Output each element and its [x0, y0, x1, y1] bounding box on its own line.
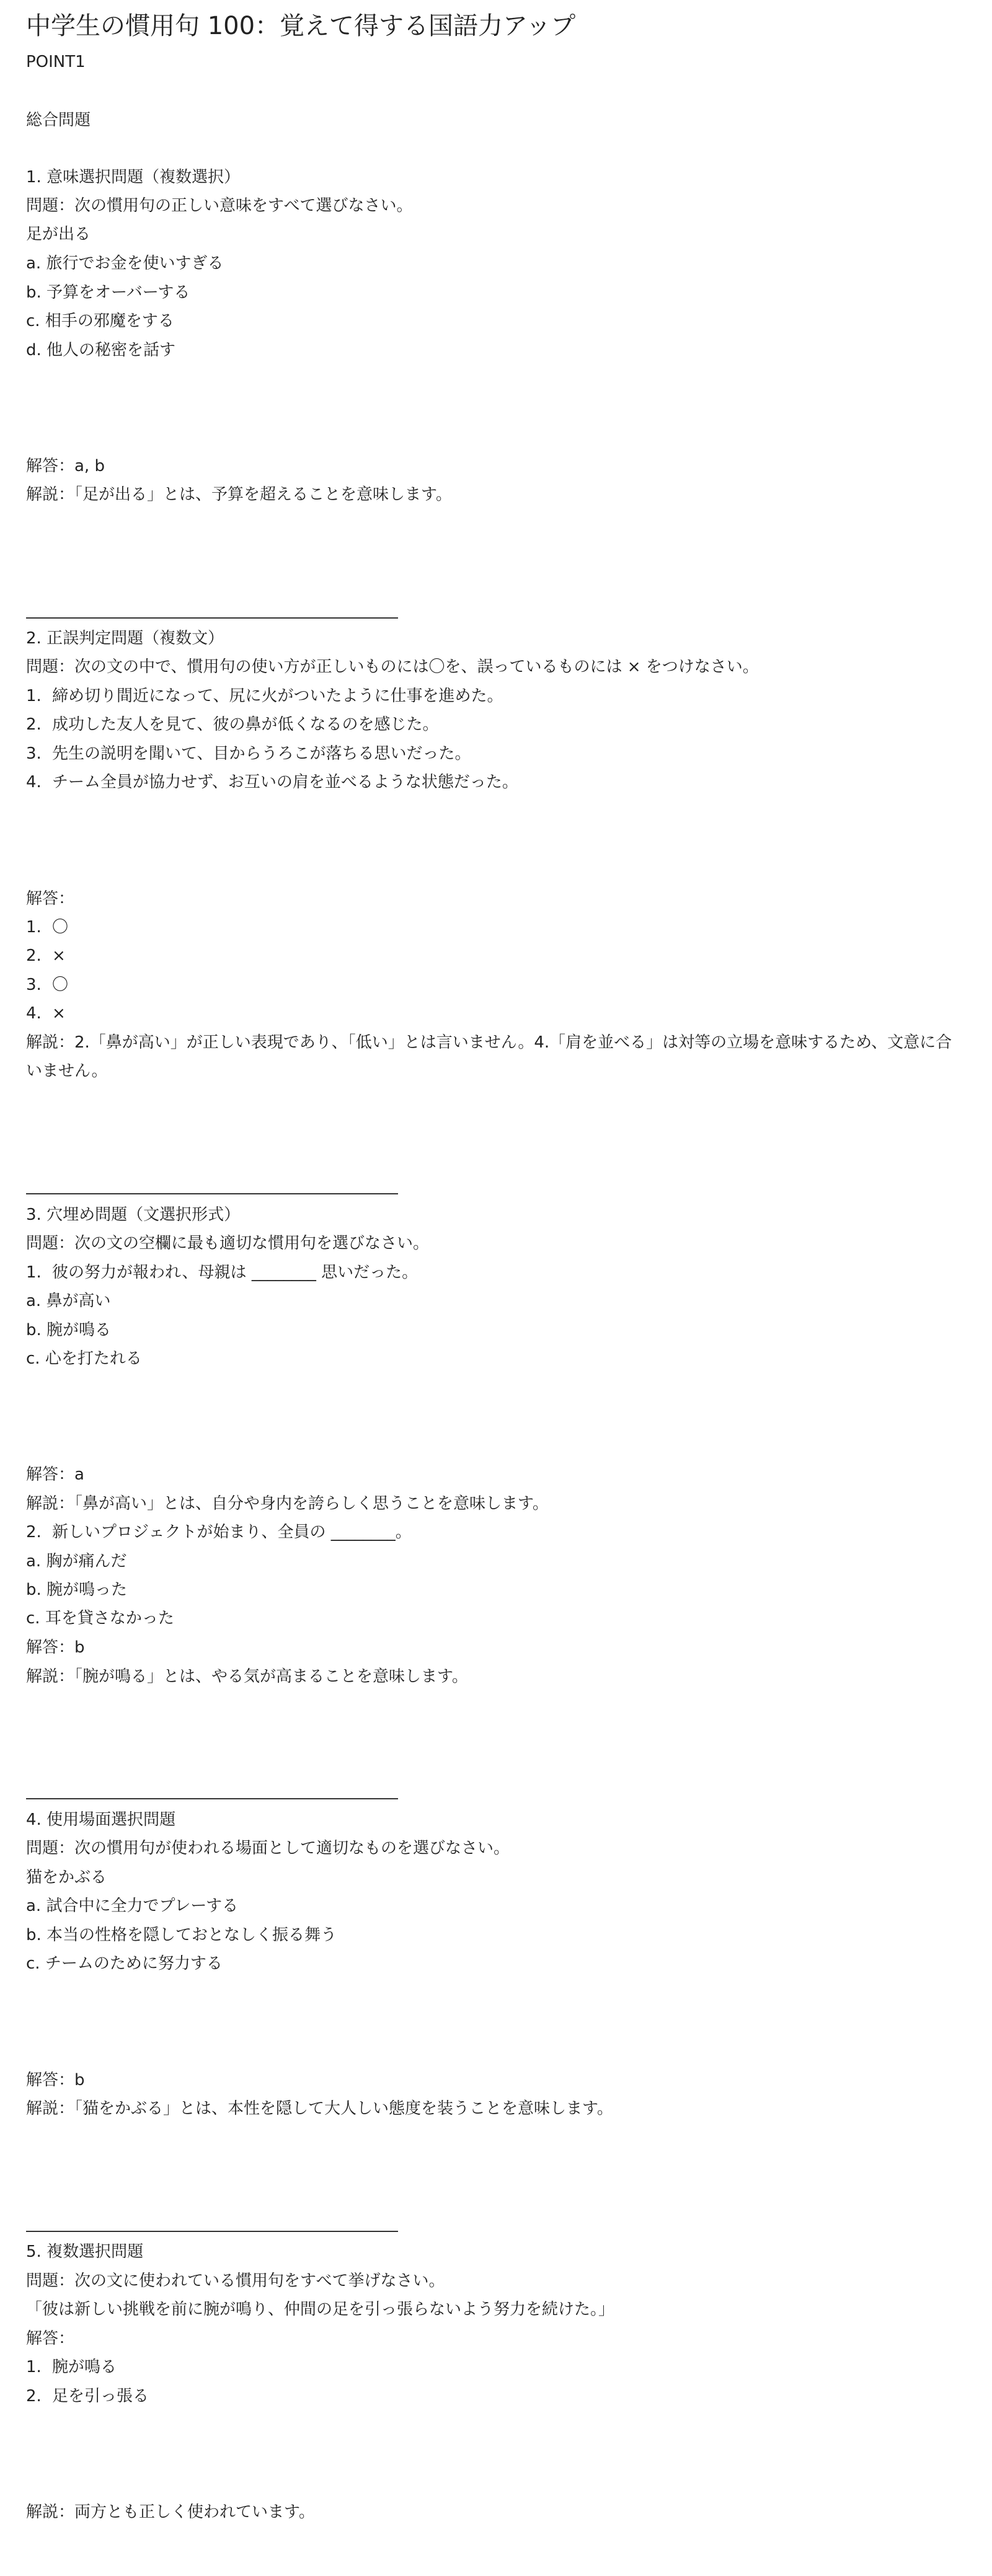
section-heading: 総合問題: [26, 111, 91, 130]
q4-option-b: b. 本当の性格を隠しておとなしく振る舞う: [26, 1926, 337, 1944]
q2-item-text: 先生の説明を聞いて、目からうろこが落ちる思いだった。: [52, 744, 471, 763]
q2-item-text: チーム全員が協力せず、お互いの肩を並べるような状態だった。: [52, 773, 518, 792]
q2-answer-number: 3.: [26, 976, 42, 994]
q2-item: [26, 743, 471, 765]
q5-sentence: 「彼は新しい挑戦を前に腕が鳴り、仲間の足を引っ張らないよう努力を続けた。」: [26, 2300, 615, 2319]
q1-option-a: a. 旅行でお金を使いすぎる: [26, 254, 224, 273]
q1-heading: 1. 意味選択問題（複数選択）: [26, 168, 241, 187]
q2-item-text: 成功した友人を見て、彼の鼻が低くなるのを感じた。: [52, 715, 439, 734]
divider-1: [26, 617, 398, 619]
q3-sub1-option-c: c. 心を打たれる: [26, 1349, 142, 1368]
q4-answer: 解答：b: [26, 2071, 85, 2089]
q3-sub2-option-a: a. 胸が痛んだ: [26, 1552, 127, 1571]
q2-answer-number: 2.: [26, 946, 42, 965]
q3-sub2-text: 新しいプロジェクトが始まり、全員の ________。: [52, 1523, 412, 1542]
q5-heading: 5. 複数選択問題: [26, 2243, 144, 2261]
q3-sub1-sentence: [26, 1261, 418, 1284]
q2-answer-mark: ×: [52, 1004, 66, 1023]
q3-sub2-option-c: c. 耳を貸さなかった: [26, 1609, 174, 1628]
q2-answer-mark: 〇: [52, 918, 69, 937]
q3-sub1-explanation: 解説：「鼻が高い」とは、自分や身内を誇らしく思うことを意味します。: [26, 1494, 549, 1513]
q5-answer-item: [26, 2385, 149, 2407]
q5-answer-number: 2.: [26, 2387, 42, 2406]
q2-explanation: 解説：2.「鼻が高い」が正しい表現であり、「低い」とは言いません。4.「肩を並べる」は対等の立場を意味するため、文意に合いません。: [26, 1033, 952, 1080]
q2-item: [26, 685, 503, 707]
page-title: 中学生の慣用句 100：覚えて得する国語力アップ: [26, 12, 576, 40]
q2-answer-label: 解答：: [26, 889, 75, 908]
q5-explanation: 解説：両方とも正しく使われています。: [26, 2503, 315, 2521]
q4-heading: 4. 使用場面選択問題: [26, 1811, 176, 1829]
divider-2: [26, 1193, 398, 1194]
q5-question: 問題：次の文に使われている慣用句をすべて挙げなさい。: [26, 2272, 445, 2290]
q2-heading: 2. 正誤判定問題（複数文）: [26, 629, 224, 648]
q3-sub2-option-b: b. 腕が鳴った: [26, 1581, 128, 1599]
q5-answer-text: 腕が鳴る: [52, 2358, 117, 2376]
q2-item-number: 1.: [26, 687, 42, 705]
q2-item: [26, 713, 438, 736]
q2-answer-number: 4.: [26, 1004, 42, 1023]
q3-sub2-answer: 解答：b: [26, 1638, 85, 1657]
q4-option-a: a. 試合中に全力でプレーする: [26, 1897, 239, 1915]
q2-answer-number: 1.: [26, 918, 42, 937]
q2-item-text: 締め切り間近になって、尻に火がついたように仕事を進めた。: [52, 687, 503, 705]
q3-heading: 3. 穴埋め問題（文選択形式）: [26, 1206, 241, 1224]
q1-option-c: c. 相手の邪魔をする: [26, 312, 174, 330]
q1-idiom: 足が出る: [26, 225, 91, 244]
point-label: POINT1: [26, 53, 86, 71]
divider-4: [26, 2231, 398, 2232]
q3-sub1-answer: 解答：a: [26, 1465, 84, 1484]
q2-item-number: 2.: [26, 715, 42, 734]
q3-sub1-number: 1.: [26, 1263, 42, 1282]
q3-sub1-option-a: a. 鼻が高い: [26, 1292, 111, 1310]
q1-question: 問題：次の慣用句の正しい意味をすべて選びなさい。: [26, 196, 413, 215]
q1-option-b: b. 予算をオーバーする: [26, 283, 190, 302]
q2-item-number: 3.: [26, 744, 42, 763]
q1-option-d: d. 他人の秘密を話す: [26, 341, 176, 359]
q3-sub1-text: 彼の努力が報われ、母親は ________ 思いだった。: [52, 1263, 418, 1282]
q2-answer-item: [26, 945, 66, 967]
q4-question: 問題：次の慣用句が使われる場面として適切なものを選びなさい。: [26, 1839, 510, 1858]
q5-answer-item: [26, 2356, 117, 2378]
q2-answer-mark: ×: [52, 946, 66, 965]
q1-explanation: 解説：「足が出る」とは、予算を超えることを意味します。: [26, 485, 452, 504]
q1-answer: 解答：a, b: [26, 457, 105, 475]
q4-option-c: c. チームのために努力する: [26, 1954, 223, 1973]
q2-answer-item: [26, 974, 68, 996]
q3-sub1-option-b: b. 腕が鳴る: [26, 1321, 112, 1339]
q2-item: [26, 771, 518, 793]
q2-item-number: 4.: [26, 773, 42, 792]
q2-answer-item: [26, 1002, 66, 1025]
q2-question: 問題：次の文の中で、慣用句の使い方が正しいものには〇を、誤っているものには × をつけなさい。: [26, 658, 759, 676]
q5-answer-text: 足を引っ張る: [52, 2387, 149, 2406]
divider-3: [26, 1798, 398, 1799]
q4-idiom: 猫をかぶる: [26, 1868, 107, 1887]
q3-question: 問題：次の文の空欄に最も適切な慣用句を選びなさい。: [26, 1234, 430, 1253]
q3-sub2-explanation: 解説：「腕が鳴る」とは、やる気が高まることを意味します。: [26, 1667, 468, 1686]
q3-sub2-sentence: [26, 1521, 412, 1543]
q2-answer-item: [26, 916, 68, 938]
q4-explanation: 解説：「猫をかぶる」とは、本性を隠して大人しい態度を装うことを意味します。: [26, 2099, 613, 2118]
q5-answer-label: 解答：: [26, 2329, 75, 2348]
q3-sub2-number: 2.: [26, 1523, 42, 1542]
q5-answer-number: 1.: [26, 2358, 42, 2376]
q2-answer-mark: 〇: [52, 976, 69, 994]
